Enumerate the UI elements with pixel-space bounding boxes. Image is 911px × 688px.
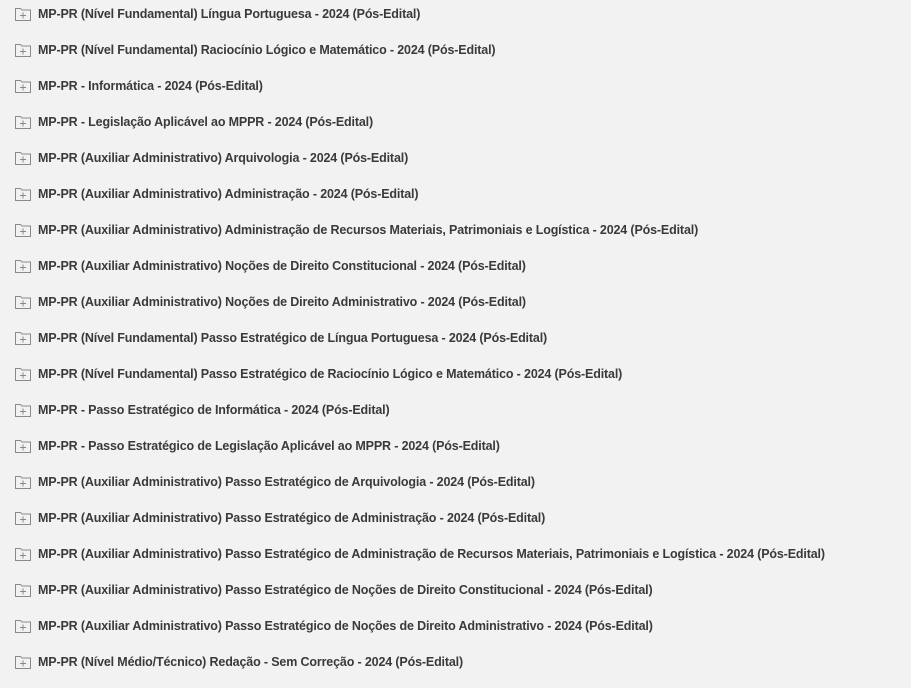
folder-label: MP-PR (Nível Fundamental) Língua Portuguesa - 2024 (Pós-Edital) [38,7,421,21]
folder-label: MP-PR (Nível Fundamental) Passo Estratégico de Raciocínio Lógico e Matemático - 2024 (Pós-Edital) [38,367,623,381]
folder-plus-icon [15,475,31,489]
folder-label: MP-PR (Auxiliar Administrativo) Noções de Direito Constitucional - 2024 (Pós-Edital) [38,259,526,273]
folder-label: MP-PR (Auxiliar Administrativo) Passo Estratégico de Administração - 2024 (Pós-Edital) [38,511,546,525]
folder-item[interactable] [0,500,911,536]
folder-label: MP-PR (Auxiliar Administrativo) Passo Estratégico de Arquivologia - 2024 (Pós-Edital) [38,475,535,489]
folder-item[interactable] [0,320,911,356]
folder-item[interactable] [0,572,911,608]
folder-plus-icon [15,223,31,237]
folder-item[interactable] [0,608,911,644]
folder-label: MP-PR (Auxiliar Administrativo) Noções de Direito Administrativo - 2024 (Pós-Edital) [38,295,526,309]
folder-label: MP-PR (Nível Fundamental) Raciocínio Lógico e Matemático - 2024 (Pós-Edital) [38,43,496,57]
folder-plus-icon [15,259,31,273]
folder-item[interactable] [0,428,911,464]
folder-item[interactable] [0,212,911,248]
folder-item[interactable] [0,356,911,392]
folder-label: MP-PR (Auxiliar Administrativo) Passo Estratégico de Noções de Direito Administrativo - 2024 (Pós-Edital) [38,619,653,633]
folder-item[interactable] [0,176,911,212]
folder-item[interactable] [0,140,911,176]
folder-item[interactable] [0,284,911,320]
folder-plus-icon [15,43,31,57]
folder-plus-icon [15,295,31,309]
folder-plus-icon [15,79,31,93]
folder-plus-icon [15,511,31,525]
folder-item[interactable] [0,68,911,104]
folder-label: MP-PR (Auxiliar Administrativo) Administração - 2024 (Pós-Edital) [38,187,419,201]
folder-plus-icon [15,187,31,201]
folder-item[interactable] [0,536,911,572]
folder-label: MP-PR (Auxiliar Administrativo) Administração de Recursos Materiais, Patrimoniais e Logística - 2024 (Pós-Edital) [38,223,699,237]
folder-plus-icon [15,115,31,129]
folder-item[interactable] [0,32,911,68]
folder-plus-icon [15,655,31,669]
folder-label: MP-PR (Nível Fundamental) Passo Estratégico de Língua Portuguesa - 2024 (Pós-Edital) [38,331,548,345]
folder-label: MP-PR (Nível Médio/Técnico) Redação - Sem Correção - 2024 (Pós-Edital) [38,655,464,669]
folder-plus-icon [15,547,31,561]
folder-item[interactable] [0,644,911,680]
folder-label: MP-PR - Passo Estratégico de Legislação Aplicável ao MPPR - 2024 (Pós-Edital) [38,439,500,453]
folder-plus-icon [15,367,31,381]
folder-label: MP-PR (Auxiliar Administrativo) Arquivologia - 2024 (Pós-Edital) [38,151,409,165]
folder-plus-icon [15,439,31,453]
folder-label: MP-PR (Auxiliar Administrativo) Passo Estratégico de Administração de Recursos Materiais, Patrimoniais e Logística - 2024 (Pós-Edital) [38,547,825,561]
folder-label: MP-PR - Legislação Aplicável ao MPPR - 2024 (Pós-Edital) [38,115,373,129]
folder-plus-icon [15,151,31,165]
folder-label: MP-PR - Passo Estratégico de Informática - 2024 (Pós-Edital) [38,403,390,417]
folder-item[interactable] [0,248,911,284]
folder-item[interactable] [0,0,911,32]
folder-item[interactable] [0,464,911,500]
folder-plus-icon [15,331,31,345]
folder-item[interactable] [0,104,911,140]
folder-plus-icon [15,403,31,417]
folder-label: MP-PR (Auxiliar Administrativo) Passo Estratégico de Noções de Direito Constitucional - 2024 (Pós-Edital) [38,583,653,597]
folder-plus-icon [15,583,31,597]
folder-plus-icon [15,7,31,21]
folder-label: MP-PR - Informática - 2024 (Pós-Edital) [38,79,263,93]
folder-plus-icon [15,619,31,633]
folder-item[interactable] [0,392,911,428]
